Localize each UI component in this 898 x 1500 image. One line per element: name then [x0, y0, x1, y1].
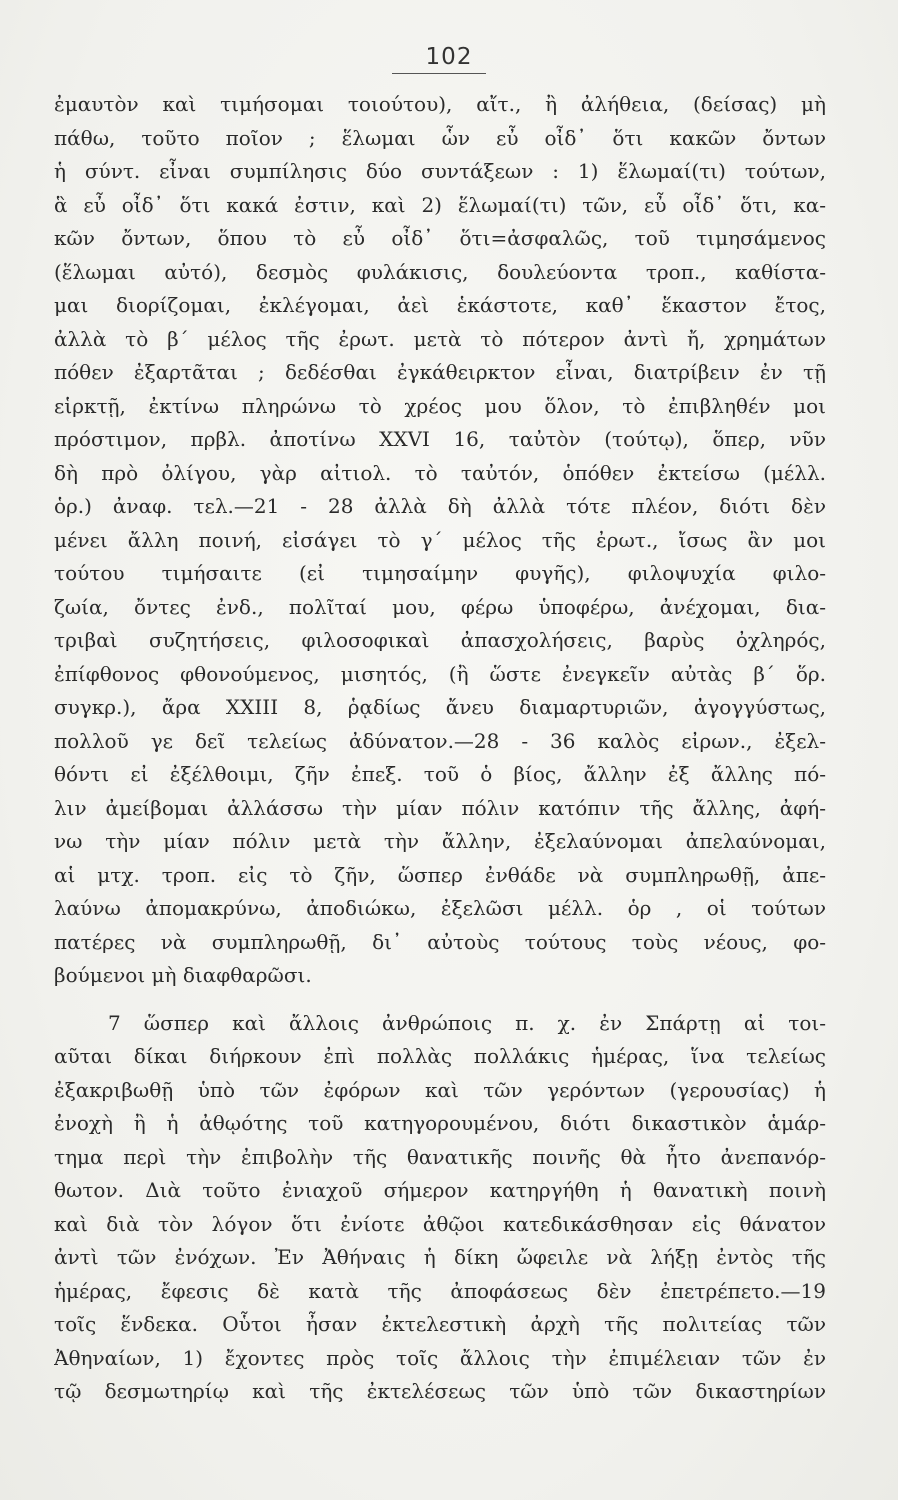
text-line: Ἀθηναίων, 1) ἔχοντες πρὸς τοῖς ἄλλοις τὴν ἐπιμέλειαν τῶν ἐν — [54, 1345, 826, 1370]
text-line: λαύνω ἀπομακρύνω, ἀποδιώκω, ἐξελῶσι μέλλ. ὁρ , οἱ τούτων — [54, 896, 826, 920]
text-line: συγκρ.), ἄρα XXIII 8, ῥᾳδίως ἄνευ διαμαρτυριῶν, ἀγογγύστως, — [54, 695, 826, 719]
commentary-text — [54, 88, 826, 1409]
text-line: τούτου τιμήσαιτε (εἰ τιμησαίμην φυγῆς), φιλοψυχία φιλο- — [54, 561, 826, 585]
text-line: ζωία, ὄντες ἐνδ., πολῖταί μου, φέρω ὑποφέρω, ἀνέχομαι, δια- — [54, 594, 826, 619]
text-line: καὶ διὰ τὸν λόγον ὅτι ἐνίοτε ἀθῷοι κατεδικάσθησαν εἰς θάνατον — [54, 1211, 826, 1236]
page-number: 102 — [425, 44, 473, 70]
text-line: ἀντὶ τῶν ἐνόχων. Ἐν Ἀθήναις ἡ δίκη ὤφειλε νὰ λήξῃ ἐντὸς τῆς — [54, 1245, 826, 1269]
text-line: νω τὴν μίαν πόλιν μετὰ τὴν ἄλλην, ἐξελαύνομαι ἀπελαύνομαι, — [54, 829, 826, 853]
text-line: ἐπίφθονος φθονούμενος, μισητός, (ἢ ὥστε ἐνεγκεῖν αὐτὰς β΄ ὅρ. — [54, 661, 826, 686]
text-line: πρόστιμον, πρβλ. ἀποτίνω XXVI 16, ταὐτὸν (τούτῳ), ὅπερ, νῦν — [54, 427, 826, 451]
text-line: τῷ δεσμωτηρίῳ καὶ τῆς ἐκτελέσεως τῶν ὑπὸ τῶν δικαστηρίων — [54, 1379, 826, 1403]
text-line: πατέρες νὰ συμπληρωθῇ, δι᾿ αὐτοὺς τούτους τοὺς νέους, φο- — [54, 929, 826, 954]
text-line: ἃ εὖ οἶδ᾿ ὅτι κακά ἐστιν, καὶ 2) ἕλωμαί(τι) τῶν, εὖ οἶδ᾿ ὅτι, κα- — [54, 192, 826, 217]
text-line: λιν ἀμείβομαι ἀλλάσσω τὴν μίαν πόλιν κατόπιν τῆς ἄλλης, ἀφή- — [54, 795, 826, 820]
text-line: ὁρ.) ἀναφ. τελ.—21 - 28 ἀλλὰ δὴ ἀλλὰ τότε πλέον, διότι δὲν — [54, 494, 826, 518]
text-line: θωτον. Διὰ τοῦτο ἐνιαχοῦ σήμερον κατηργήθη ἡ θανατικὴ ποινὴ — [54, 1178, 826, 1202]
text-line: εἱρκτῇ, ἐκτίνω πληρώνω τὸ χρέος μου ὅλον, τὸ ἐπιβληθέν μοι — [54, 393, 826, 418]
text-line: πάθω, τοῦτο ποῖον ; ἕλωμαι ὧν εὖ οἶδ᾿ ὅτι κακῶν ὄντων — [54, 125, 826, 150]
text-line: δὴ πρὸ ὀλίγου, γὰρ αἰτιολ. τὸ ταὐτόν, ὁπόθεν ἐκτείσω (μέλλ. — [54, 460, 826, 485]
text-line: βούμενοι μὴ διαφθαρῶσι. — [54, 963, 312, 987]
text-line: τημα περὶ τὴν ἐπιβολὴν τῆς θανατικῆς ποινῆς θὰ ἦτο ἀνεπανόρ- — [54, 1144, 826, 1169]
text-line: ἐμαυτὸν καὶ τιμήσομαι τοιούτου), αἴτ., ἢ ἀλήθεια, (δείσας) μὴ — [54, 92, 826, 116]
text-line: αῦται δίκαι διήρκουν ἐπὶ πολλὰς πολλάκις ἡμέρας, ἵνα τελείως — [54, 1044, 826, 1068]
text-line: πόθεν ἐξαρτᾶται ; δεδέσθαι ἐγκάθειρκτον εἶναι, διατρίβειν ἐν τῇ — [54, 360, 826, 384]
text-line: ἐνοχὴ ἢ ἡ ἀθῳότης τοῦ κατηγορουμένου, διότι δικαστικὸν ἁμάρ- — [54, 1111, 826, 1135]
text-line: ἡ σύντ. εἶναι συμπίλησις δύο συντάξεων : 1) ἕλωμαί(τι) τούτων, — [54, 159, 826, 183]
text-line: ἡμέρας, ἔφεσις δὲ κατὰ τῆς ἀποφάσεως δὲν ἐπετρέπετο.—19 — [54, 1278, 826, 1303]
text-line: (ἕλωμαι αὐτό), δεσμὸς φυλάκισις, δουλεύοντα τροπ., καθίστα- — [54, 259, 826, 284]
paragraph-1 — [54, 88, 826, 993]
text-line: μαι διορίζομαι, ἐκλέγομαι, ἀεὶ ἑκάστοτε, καθ᾿ ἕκαστον ἔτος, — [54, 293, 826, 317]
text-line: ἀλλὰ τὸ β΄ μέλος τῆς ἐρωτ. μετὰ τὸ πότερον ἀντὶ ἤ, χρημάτων — [54, 326, 826, 351]
text-line: κῶν ὄντων, ὅπου τὸ εὖ οἶδ᾿ ὅτι=ἀσφαλῶς, τοῦ τιμησάμενος — [54, 226, 826, 250]
text-line: αἱ μτχ. τροπ. εἰς τὸ ζῆν, ὥσπερ ἐνθάδε νὰ συμπληρωθῇ, ἀπε- — [54, 862, 826, 887]
paragraph-gap — [54, 993, 826, 1007]
text-line: 7 ὥσπερ καὶ ἄλλοις ἀνθρώποις π. χ. ἐν Σπάρτῃ αἱ τοι- — [108, 1010, 826, 1035]
text-line: ἐξακριβωθῇ ὑπὸ τῶν ἐφόρων καὶ τῶν γερόντων (γερουσίας) ἡ — [54, 1077, 826, 1102]
text-line: θόντι εἰ ἐξέλθοιμι, ζῆν ἐπεξ. τοῦ ὁ βίος, ἄλλην ἐξ ἄλλης πό- — [54, 762, 826, 786]
paragraph-2 — [54, 1007, 826, 1409]
text-line: τοῖς ἕνδεκα. Οὗτοι ἦσαν ἐκτελεστικὴ ἀρχὴ τῆς πολιτείας τῶν — [54, 1312, 826, 1336]
text-line: μένει ἄλλη ποινή, εἰσάγει τὸ γ΄ μέλος τῆς ἐρωτ., ἴσως ἂν μοι — [54, 527, 826, 552]
page-number-rule — [392, 73, 486, 74]
text-line: τριβαὶ συζητήσεις, φιλοσοφικαὶ ἀπασχολήσεις, βαρὺς ὀχληρός, — [54, 628, 826, 652]
text-line: πολλοῦ γε δεῖ τελείως ἀδύνατον.—28 - 36 καλὸς εἰρων., ἐξελ- — [54, 728, 826, 753]
